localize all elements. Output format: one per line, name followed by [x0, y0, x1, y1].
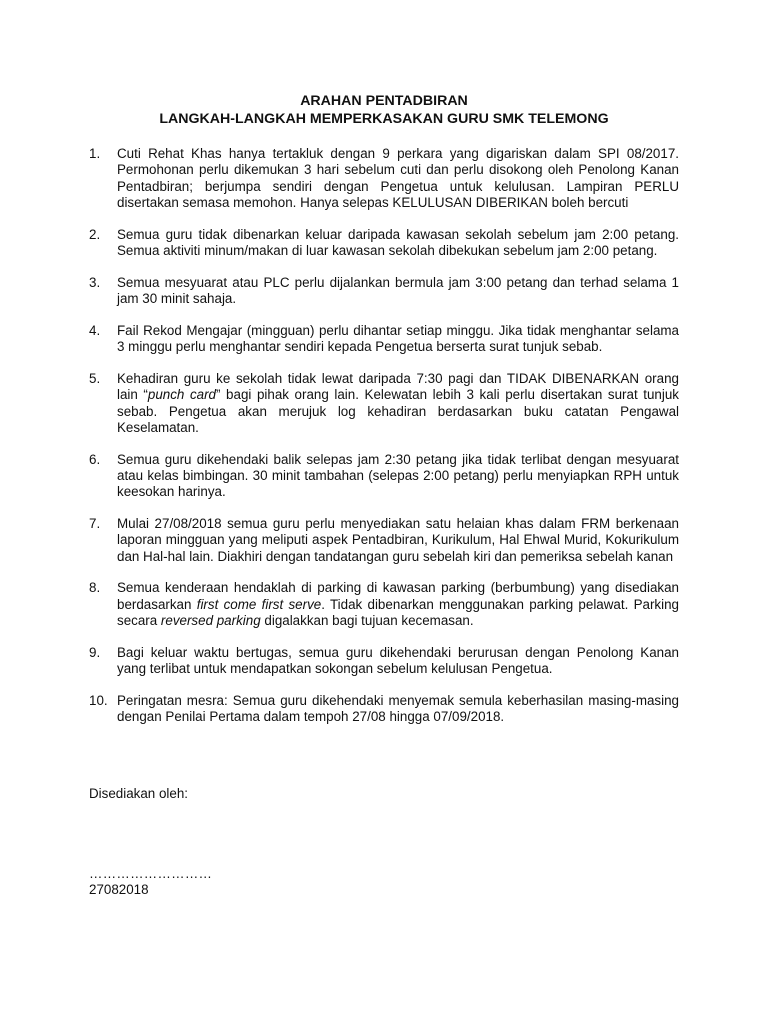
item-number: 2. [89, 226, 101, 242]
item-text-italic: reversed parking [160, 613, 261, 629]
list-item [89, 452, 679, 501]
list-item [89, 693, 679, 726]
list-item [89, 146, 679, 211]
item-text: Semua guru tidak dibenarkan keluar daripada kawasan sekolah sebelum jam 2:00 petang. Semua aktiviti minum/makan di luar kawasan sekolah dibekukan sebelum jam 2:00 petang. [117, 226, 679, 258]
item-number: 5. [89, 370, 101, 386]
item-number: 10. [89, 692, 108, 708]
item-text-part: Semua kenderaan hendaklah di parking di kawasan parking (berbumbung) yang disediakan berdasarkan [117, 580, 679, 612]
list-item [89, 275, 679, 308]
item-text-part: Kehadiran guru ke sekolah tidak lewat daripada 7:30 pagi dan TIDAK DIBENARKAN orang lain “ [117, 370, 679, 403]
document-title: ARAHAN PENTADBIRAN [300, 93, 468, 109]
list-item [89, 323, 679, 356]
list-item [89, 227, 679, 260]
item-text: Fail Rekod Mengajar (mingguan) perlu dihantar setiap minggu. Jika tidak menghantar selama 3 minggu perlu menghantar sendiri kepada Pengetua berserta surat tunjuk sebab. [117, 322, 679, 355]
list-item [89, 580, 679, 629]
signature-line: ……………………… [89, 866, 213, 881]
prepared-by-label: Disediakan oleh: [89, 786, 189, 801]
item-text [117, 371, 679, 436]
list-item [89, 645, 679, 678]
item-number: 3. [89, 274, 101, 290]
item-number: 7. [89, 516, 101, 532]
item-text [117, 580, 679, 629]
list-item [89, 371, 679, 436]
item-text-part: . Tidak dibenarkan menggunakan parking pelawat. Parking secara [117, 596, 679, 629]
item-text: Cuti Rehat Khas hanya tertakluk dengan 9 perkara yang digariskan dalam SPI 08/2017. Permohonan perlu dikemukan 3 hari sebelum cuti dan perlu disokong oleh Penolong Kanan Pentadbiran; berjumpa sendiri dengan Pengetua untuk kelulusan. Lampiran PERLU disertakan semasa memohon. Hanya selepas KELULUSAN DIBERIKAN boleh bercuti [117, 146, 679, 210]
item-number: 8. [89, 580, 101, 596]
instruction-list [89, 146, 679, 741]
item-text: Bagi keluar waktu bertugas, semua guru dikehendaki berurusan dengan Penolong Kanan yang terlibat untuk mendapatkan sokongan sebelum kelulusan Pengetua. [117, 644, 679, 677]
item-text: Mulai 27/08/2018 semua guru perlu menyediakan satu helaian khas dalam FRM berkenaan laporan mingguan yang meliputi aspek Pentadbiran, Kurikulum, Hal Ehwal Murid, Kokurikulum dan Hal-hal lain. Diakhiri dengan tandatangan guru sebelah kiri dan pemeriksa sebelah kanan [117, 516, 679, 564]
item-number: 9. [89, 644, 101, 660]
title-block [0, 92, 768, 128]
item-text-italic: first come first serve [196, 596, 322, 612]
item-text-part: ” bagi pihak orang lain. Kelewatan lebih 3 kali perlu disertakan surat tunjuk sebab. Pengetua akan merujuk log kehadiran berdasarkan buku catatan Pengawal Keselamatan. [117, 387, 679, 435]
document-date: 27082018 [89, 882, 149, 897]
item-text: Semua mesyuarat atau PLC perlu dijalankan bermula jam 3:00 petang dan terhad selama 1 jam 30 minit sahaja. [117, 274, 679, 307]
item-text-part: digalakkan bagi tujuan kecemasan. [260, 613, 474, 629]
item-text-italic: punch card [147, 387, 217, 403]
item-number: 4. [89, 322, 101, 338]
item-number: 1. [89, 146, 101, 161]
item-text: Peringatan mesra: Semua guru dikehendaki menyemak semula keberhasilan masing-masing dengan Penilai Pertama dalam tempoh 27/08 hingga 07/09/2018. [117, 692, 679, 725]
document-subtitle: LANGKAH-LANGKAH MEMPERKASAKAN GURU SMK TELEMONG [159, 111, 609, 127]
item-number: 6. [89, 451, 101, 467]
list-item [89, 516, 679, 565]
item-text: Semua guru dikehendaki balik selepas jam 2:30 petang jika tidak terlibat dengan mesyuarat atau kelas bimbingan. 30 minit tambahan (selepas 2:00 petang) perlu menyiapkan RPH untuk keesokan harinya. [117, 451, 679, 500]
